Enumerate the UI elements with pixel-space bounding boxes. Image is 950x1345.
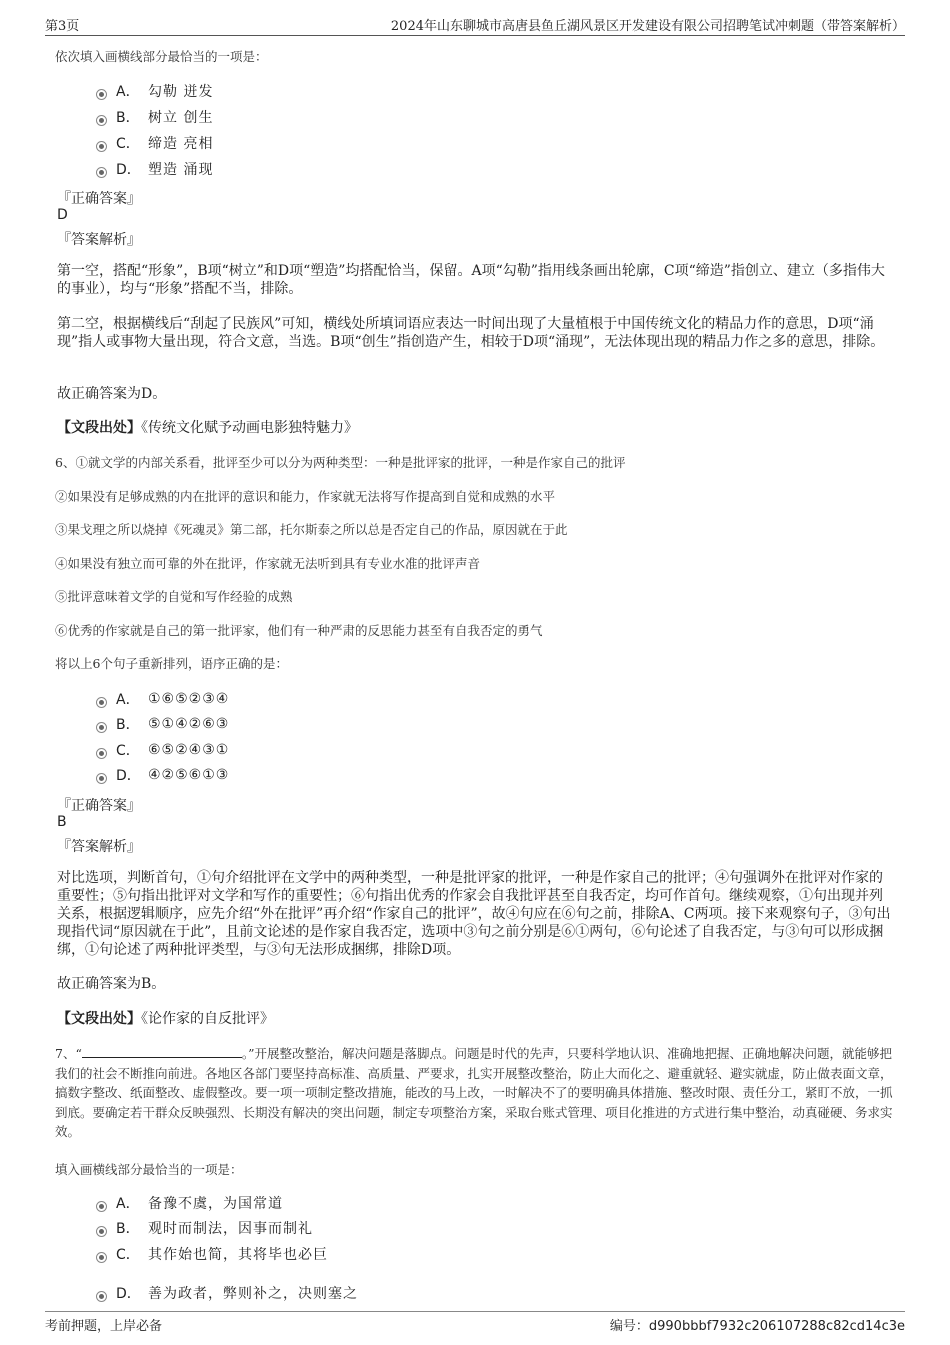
page-number: 第3页	[45, 19, 80, 34]
source-label: 【文段出处】	[57, 420, 141, 436]
q7-number: 7、“	[55, 1046, 82, 1061]
q5-source	[57, 417, 358, 437]
q6-answer: B	[57, 814, 67, 830]
source-title: 《传统文化赋予动画电影独特魅力》	[141, 420, 358, 436]
radio-icon[interactable]	[96, 722, 107, 733]
q5-prompt: 依次填入画横线部分最恰当的一项是：	[55, 49, 268, 64]
q6-sentence: ⑤批评意味着文学的自觉和写作经验的成熟	[55, 589, 293, 604]
q6-option-d[interactable]: D． ④②⑤⑥①③	[96, 765, 229, 785]
source-label: 【文段出处】	[57, 1011, 141, 1027]
radio-icon[interactable]	[96, 167, 107, 178]
radio-icon[interactable]	[96, 1226, 107, 1237]
fill-blank	[82, 1045, 242, 1058]
q5-answer: D	[57, 207, 68, 223]
q6-option-b[interactable]: B． ⑤①④②⑥③	[96, 714, 229, 734]
q7-stem	[55, 1044, 895, 1142]
radio-icon[interactable]	[96, 1201, 107, 1212]
q6-sentence: ⑥优秀的作家就是自己的第一批评家，他们有一种严肃的反思能力甚至有自我否定的勇气	[55, 623, 543, 638]
q5-option-b[interactable]: B． 树立 创生	[96, 107, 213, 127]
q6-sentence: ②如果没有足够成熟的内在批评的意识和能力，作家就无法将写作提高到自觉和成熟的水平	[55, 489, 556, 504]
code-label: 编号：	[609, 1319, 649, 1334]
q5-analysis-label: 『答案解析』	[57, 232, 141, 248]
radio-icon[interactable]	[96, 115, 107, 126]
q5-analysis-paragraph: 第一空，搭配“形象”，B项“树立”和D项“塑造”均搭配恰当，保留。A项“勾勒”指用线条画出轮廓，C项“缔造”指创立、建立（多指伟大的事业），均与“形象”搭配不当，排除。	[57, 263, 885, 297]
radio-icon[interactable]	[96, 1252, 107, 1263]
q6-prompt: 将以上6个句子重新排列，语序正确的是：	[55, 656, 288, 671]
q5-answer-label: 『正确答案』	[57, 191, 141, 207]
q6-option-a[interactable]: A． ①⑥⑤②③④	[96, 689, 229, 709]
q7-option-a[interactable]: A． 备豫不虞，为国常道	[96, 1193, 283, 1213]
q6-option-c[interactable]: C． ⑥⑤②④③①	[96, 740, 229, 760]
q6-sentence: ③果戈理之所以烧掉《死魂灵》第二部，托尔斯泰之所以总是否定自己的作品，原因就在于此	[55, 522, 568, 537]
document-title: 2024年山东聊城市高唐县鱼丘湖风景区开发建设有限公司招聘笔试冲刺题（带答案解析）	[390, 19, 905, 34]
q5-option-d[interactable]: D． 塑造 涌现	[96, 159, 213, 179]
document-code	[610, 1315, 905, 1334]
q6-source	[57, 1008, 274, 1028]
q7-option-d[interactable]: D． 善为政者，弊则补之，决则塞之	[96, 1283, 358, 1303]
radio-icon[interactable]	[96, 141, 107, 152]
source-title: 《论作家的自反批评》	[141, 1011, 274, 1027]
q5-option-c[interactable]: C． 缔造 亮相	[96, 133, 213, 153]
q7-prompt: 填入画横线部分最恰当的一项是：	[55, 1162, 243, 1177]
q5-analysis-paragraph: 第二空，根据横线后“刮起了民族风”可知，横线处所填词语应表达一时间出现了大量植根于中国传统文化的精品力作的意思，D项“涌现”指人或事物大量出现，符合文意，当选。B项“创生”指创造产生，相较于D项“涌现”，无法体现出现的精品力作之多的意思，排除。	[57, 316, 885, 350]
radio-icon[interactable]	[96, 697, 107, 708]
q5-conclusion: 故正确答案为D。	[57, 386, 167, 402]
q6-sentence: ④如果没有独立而可靠的外在批评，作家就无法听到具有专业水准的批评声音	[55, 556, 481, 571]
q7-stem-text: 。”开展整改整治，解决问题是落脚点。问题是时代的先声，只要科学地认识、准确地把握、正确地解决问题，就能够把我们的社会不断推向前进。各地区各部门要坚持高标准、高质量、严要求，扎实开展整改整治，防止大而化之、避重就轻、避实就虚，防止做表面文章，搞数字整改、纸面整改、虚假整改。要一项一项制定整改措施，能改的马上改，一时解决不了的要明确具体措施、整改时限、责任分工，紧盯不放，一抓到底。要确定若干群众反映强烈、长期没有解决的突出问题，制定专项整治方案，采取台账式管理、项目化推进的方式进行集中整治，动真碰硬、务求实效。	[55, 1046, 893, 1139]
footer-slogan: 考前押题，上岸必备	[45, 1319, 163, 1334]
q7-option-b[interactable]: B． 观时而制法，因事而制礼	[96, 1218, 313, 1238]
page-header	[45, 13, 905, 36]
q6-conclusion: 故正确答案为B。	[57, 976, 166, 992]
q7-option-c[interactable]: C． 其作始也简，其将毕也必巨	[96, 1244, 328, 1264]
q5-option-a[interactable]: A． 勾勒 迸发	[96, 81, 213, 101]
radio-icon[interactable]	[96, 1291, 107, 1302]
radio-icon[interactable]	[96, 773, 107, 784]
radio-icon[interactable]	[96, 748, 107, 759]
page-footer	[45, 1311, 905, 1332]
q6-analysis-paragraph: 对比选项，判断首句，①句介绍批评在文学中的两种类型，一种是批评家的批评，一种是作家自己的批评；④句强调外在批评对作家的重要性；⑤句指出批评对文学和写作的重要性；⑥句指出优秀的作家会自我批评甚至自我否定，均可作首句。继续观察，①句出现并列关系，根据逻辑顺序，应先介绍“外在批评”再介绍“作家自己的批评”，故④句应在⑥句之前，排除A、C两项。接下来观察句子，③句出现指代词“原因就在于此”，且前文论述的是作家自我否定，选项中③句之前分别是⑥①两句，⑥句论述了自我否定，与③句可以形成捆绑，①句论述了两种批评类型，与③句无法形成捆绑，排除D项。	[57, 870, 891, 958]
q6-analysis-label: 『答案解析』	[57, 839, 141, 855]
code-value: d990bbbf7932c206107288c82cd14c3e	[648, 1319, 905, 1334]
q6-sentence: 6、①就文学的内部关系看，批评至少可以分为两种类型：一种是批评家的批评，一种是作家自己的批评	[55, 455, 626, 470]
q6-answer-label: 『正确答案』	[57, 798, 141, 814]
radio-icon[interactable]	[96, 89, 107, 100]
